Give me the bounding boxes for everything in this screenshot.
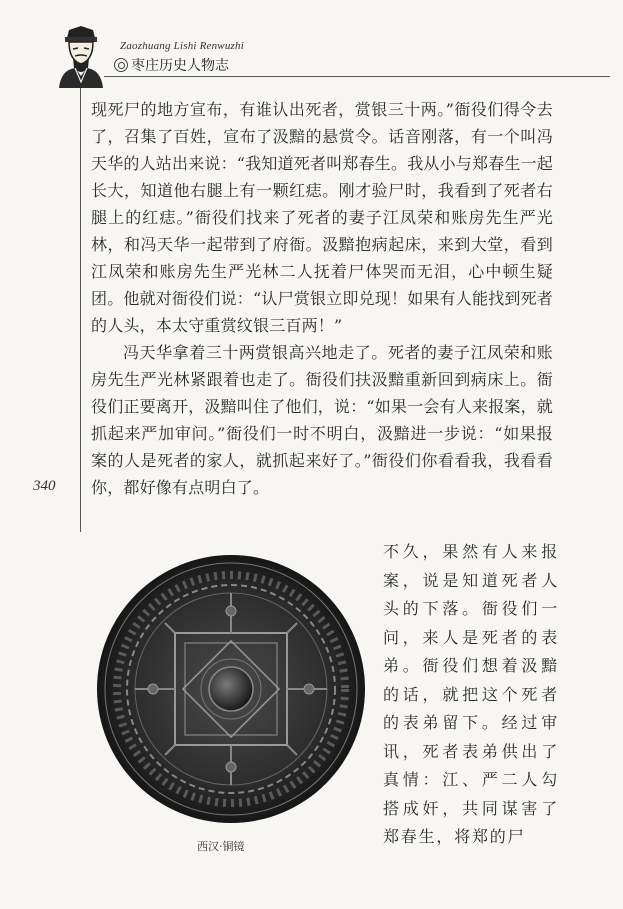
bronze-mirror-image xyxy=(95,553,367,825)
series-title-english: Zaozhuang Lishi Renwuzhi xyxy=(120,40,244,52)
margin-rule xyxy=(80,88,81,532)
page-number: 340 xyxy=(33,478,56,494)
paragraph: 冯天华拿着三十两赏银高兴地走了。死者的妻子江凤荣和账房先生严光林紧跟着也走了。衙役们扶汲黯重新回到病床上。衙役们正要离开，汲黯叫住了他们，说：“如果一会有人来报案，就抓起来严加审问。”衙役们一时不明白，汲黯进一步说：“如果报案的人是死者的家人，就抓起来好了。”衙役们你看看我，我看看你，都好像有点明白了。 xyxy=(91,343,553,497)
series-title-row xyxy=(114,55,229,75)
scholar-portrait-icon xyxy=(55,24,107,88)
double-circle-icon xyxy=(114,58,128,72)
header-rule xyxy=(104,76,610,77)
body-text xyxy=(91,96,553,501)
paragraph: 现死尸的地方宣布，有谁认出死者，赏银三十两。”衙役们得令去了，召集了百姓，宣布了汲黯的悬赏令。话音刚落，有一个叫冯天华的人站出来说：“我知道死者叫郑春生。我从小与郑春生一起长大，知道他右腿上有一颗红痣。刚才验尸时，我看到了死者右腿上的红痣。”衙役们找来了死者的妻子江凤荣和账房先生严光林，和冯天华一起带到了府衙。汲黯抱病起床，来到大堂，看到江凤荣和账房先生严光林二人抚着尸体哭而无泪，心中顿生疑团。他就对衙役们说：“认尸赏银立即兑现！如果有人能找到死者的人头，本太守重赏纹银三百两！” xyxy=(91,100,553,335)
series-title-chinese: 枣庄历史人物志 xyxy=(131,58,229,74)
figure-caption: 西汉·铜镜 xyxy=(197,840,245,853)
side-column-text: 不久，果然有人来报案，说是知道死者人头的下落。衙役们一问，来人是死者的表弟。衙役们想着汲黯的话，就把这个死者的表弟留下。经过审讯，死者表弟供出了真情：江、严二人勾搭成奸，共同谋害了郑春生，将郑的尸 xyxy=(383,542,559,846)
